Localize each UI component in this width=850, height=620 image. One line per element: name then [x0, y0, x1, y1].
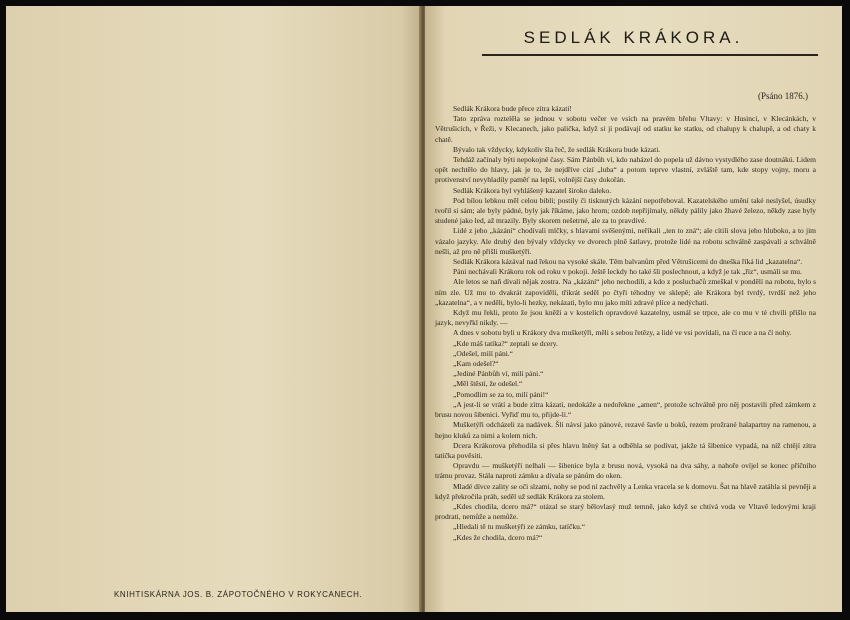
paragraph: Bývalo tak vždycky, kdykoliv šla řeč, že sedlák Krákora bude kázati.	[453, 144, 661, 154]
paragraph: Sedlák Krákora byl vyhlášený kazatel široko daleko.	[453, 185, 612, 195]
paragraph: „Měl štěstí, že odešel.“	[453, 379, 523, 389]
paragraph: Opravdu — mušketýři nelhali — šibenice byla z brusu nová, vysoká na dva sáhy, a nahoře ovíjel se konec příčního trámu provaz. Stála naproti zámku a dívala se pánům do oken.	[435, 461, 816, 481]
paragraph: Lidé z jeho „kázání“ chodívali mlčky, s hlavami svěšenými, neříkali „ten to zná“; ale cítili slova jeho hluboko, a to jim vázalo jazyky. Ale druhý den bývaly vždycky ve dvorech plně šatlavy, protože lidé na robotu schválně zaspávali a schválně nešli, až pro ně přišli mušketýři.	[435, 226, 816, 256]
left-page	[6, 6, 422, 612]
paragraph: „Kdes chodila, dcero má?“ otázal se starý bělovlasý muž temně, jako když se chtívá voda ve Vltavě ledovými kraji prodrati, nemůže a nemůže.	[435, 501, 816, 522]
paragraph: Tato zpráva roztelěla se jednou v sobotu večer ve vsích na pravém břehu Vltavy: v Husinci, v Klecánkách, v Větrušicích, v Řeži, v Klecanech, jako palička, když si ji podávají od statku ke statku, od chalupy k chalupě, a od chaty k chatě.	[435, 114, 816, 144]
title-rule	[482, 54, 818, 56]
paragraph: „Kdes že chodila, dcero má?“	[453, 532, 543, 542]
paragraph: „Kam odešel?“	[453, 359, 499, 369]
paragraph: Sedlák Krákora kázával nad řekou na vysoké skále. Těm balvanům před Větrušicemi do dneška říká lid „kazatelna“.	[453, 257, 803, 267]
paragraph: „Odešel, milí páni.“	[453, 348, 513, 358]
right-page	[425, 6, 842, 612]
paragraph: Dcera Krákorova přehodila si přes hlavu lněný šat a odběhla se podívat, jakže tá šibenice vypadá, na níž chtějí zítra tatíčka pověsiti.	[435, 440, 816, 460]
paragraph: A dnes v sobotu byli u Krákory dva mušketýři, měli s sebou řetězy, a lidé ve vsi povídali, na čí ruce a na čí nohy.	[453, 328, 792, 338]
paragraph: Pod bílou lebkou měl celou bibli; postily či tisknutých kázání nepotřeboval. Kazatelského umění také neslyšel, úsudky tvořil si sám; ale byly pádné, byly jak říkáme, jako hrom; ozdob nepřijímaly, někdy pálily jako žhavé železo, někdy zase byly studené jako led, až mrazily. Byly skorem nešetrné, ale za to pravdivé.	[435, 195, 816, 226]
paragraph: Sedlák Krákora bude přece zítra kázati!	[453, 104, 572, 113]
story-text	[435, 104, 816, 543]
paragraph: Tehdáž začínaly býti nepokojné časy. Sám Pánbůh ví, kdo naházel do popela už dávno vystydlého zase doutnákú. Lidem opět nechtělo do hlavy, jak je to, že nejdříve cizí „luba“ a potom teprve vlastní, zvláště tam, kde stopy vojny, moru a protivenství nevyhladily paměť na lepší, volnější časy dokořán.	[435, 155, 816, 185]
paragraph: „Kde máš tatíka?“ zeptali se dcery.	[453, 338, 558, 348]
paragraph: „Pomodlim se za to, milí páni!“	[453, 389, 549, 399]
paragraph: „Hledali tě tu mušketýři ze zámku, tatíčku.“	[453, 522, 586, 532]
paragraph: Ale letos se naň dívali nějak zostra. Na „kázání“ jeho nechodili, a kdo z posluchačů zmeškal v pondělí na robotu, bylo s ním zle. Už mu to dvakrát zapovídělí, třikrát seděl po čtyři téhodny ve sklepě; ale Krákora byl tvrdý, tvrdší než jeho „kazatelna“, a v neděli, bylo-li hezky, nekázati, bylo mu jako míti zdravé plíce a nedýchati.	[435, 277, 816, 307]
paragraph: Páni nechávali Krákoru rok od roku v pokoji. Ještě leckdy ho také šli poslechnout, a když je tak „říz“, usmáli se mu.	[453, 267, 802, 277]
story-title: SEDLÁK KRÁKORA.	[523, 28, 744, 47]
paragraph: Když mu řekli, proto že jsou kněží a v kostelích opravdové kazatelny, usmál se trpce, ale co mu v té chvíli přišlo na jazyk, nevyřkl nikdy. —	[435, 308, 816, 328]
paragraph: „Jediné Pánbůh ví, milí páni.“	[453, 369, 544, 379]
printer-imprint: KNIHTISKÁRNA JOS. B. ZÁPOTOČNÉHO V ROKYCANECH.	[114, 590, 363, 599]
paragraph: Mladé dívce zality se oči slzami, nohy se pod ní zachvěly a Lenka vracela se k domovu. Šat na hlavě zatáhla si pevněji a když překročila práh, seděl už sedlák Krákora za stolem.	[435, 481, 816, 501]
paragraph: „A jest-li se vrátí a bude zítra kázati, nedokáže a nedořekne „amen“, protože schválně pro něj postavili před zámkem z brusu novou šibenici. Vyřiď mu to, přijde-li.“	[435, 399, 816, 420]
paragraph: Mušketýři odcházeli za nadávek. Šli návsí jako pánové, rezavé šavle u boků, rezem prožrané halapartny na ramenou, a hejno kluků za nimi a kolem nich.	[435, 420, 816, 440]
date-note: (Psáno 1876.)	[758, 91, 808, 101]
